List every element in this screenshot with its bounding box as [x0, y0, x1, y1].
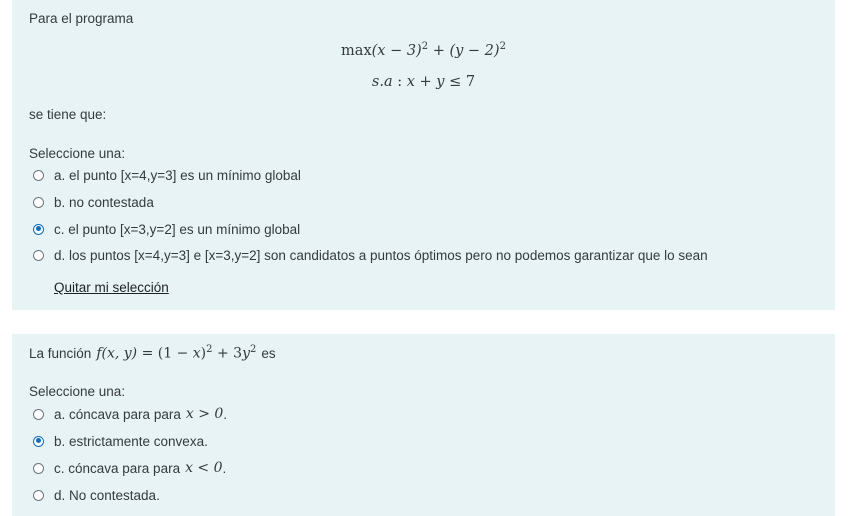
- radio-button[interactable]: [33, 197, 44, 208]
- option-label: d. los puntos [x=4,y=3] e [x=3,y=2] son candidatos a puntos óptimos pero no podemos garantizar que lo sean: [54, 247, 708, 263]
- radio-button[interactable]: [33, 490, 44, 501]
- option-d[interactable]: [33, 246, 708, 264]
- option-suffix: .: [222, 460, 227, 476]
- option-c[interactable]: [33, 459, 226, 477]
- question-2-panel: [12, 334, 835, 516]
- function-formula: f(x, $y) = (1 - x)^2 + 3y^2$: [96, 344, 257, 362]
- question-intro: [29, 344, 276, 362]
- option-label: d. No contestada.: [54, 487, 160, 503]
- select-prompt: Seleccione una:: [29, 146, 126, 161]
- option-math: x < 0: [185, 460, 223, 476]
- objective-formula: $\max(x - 3)^2 + (y - 2)^2$: [341, 41, 506, 59]
- option-math: x > 0: [185, 406, 224, 422]
- option-suffix: .: [223, 406, 228, 422]
- option-a[interactable]: [33, 166, 301, 184]
- select-prompt: Seleccione una:: [29, 384, 126, 399]
- option-label: c. el punto [x=3,y=2] es un mínimo global: [54, 221, 301, 237]
- question-intro: Para el programa: [29, 11, 134, 26]
- question-statement: se tiene que:: [29, 107, 107, 122]
- clear-selection-link[interactable]: Quitar mi selección: [54, 280, 169, 295]
- option-a[interactable]: [33, 405, 227, 423]
- option-d[interactable]: [33, 486, 160, 504]
- radio-button-selected[interactable]: [33, 224, 44, 235]
- option-label: a. el punto [x=4,y=3] es un mínimo global: [54, 167, 301, 183]
- option-label: b. no contestada: [54, 194, 154, 210]
- option-b[interactable]: [33, 193, 154, 211]
- radio-button-selected[interactable]: [33, 436, 44, 447]
- option-label: b. estrictamente convexa.: [54, 433, 208, 449]
- option-b[interactable]: [33, 432, 208, 450]
- radio-button[interactable]: [33, 463, 44, 474]
- option-label: c. cóncava para para: [54, 460, 181, 476]
- option-label: a. cóncava para para: [54, 406, 181, 422]
- radio-button[interactable]: [33, 409, 44, 420]
- radio-button[interactable]: [33, 170, 44, 181]
- intro-prefix: La función: [29, 345, 92, 361]
- constraint-formula: s.a : x + y ≤ 7: [371, 74, 476, 90]
- question-1-panel: [12, 0, 835, 310]
- intro-suffix: es: [261, 345, 276, 361]
- radio-button[interactable]: [33, 250, 44, 261]
- option-c[interactable]: [33, 220, 300, 238]
